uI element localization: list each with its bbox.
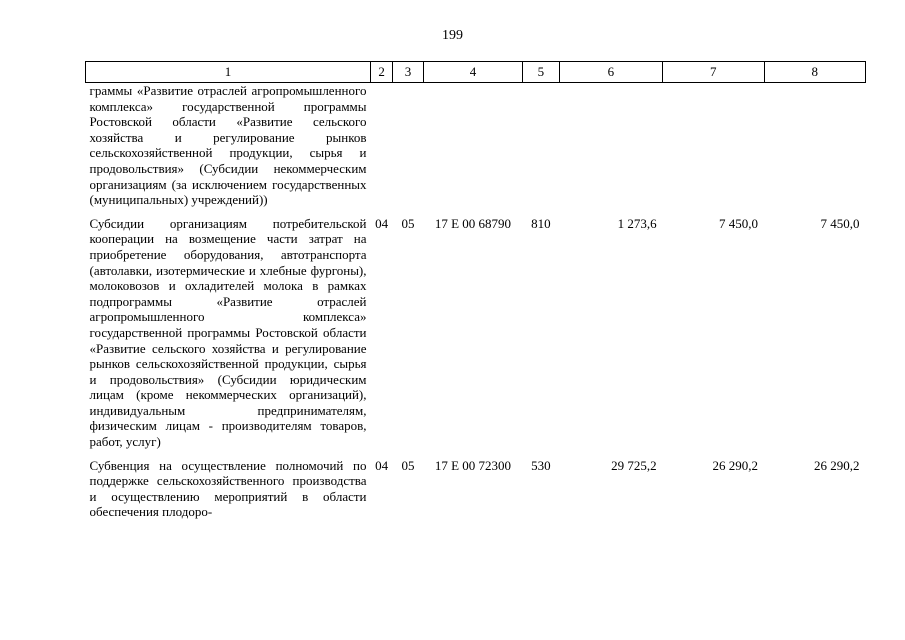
row-subsection-code bbox=[393, 83, 423, 208]
row-section-code bbox=[371, 83, 393, 208]
row-target-article: 17 Е 00 72300 bbox=[434, 457, 512, 473]
table-row bbox=[86, 208, 866, 450]
column-header-2: 2 bbox=[371, 62, 393, 83]
row-amount-year-3: 7 450,0 bbox=[820, 215, 860, 231]
row-amount-year-2: 26 290,2 bbox=[712, 457, 759, 473]
column-header-5: 5 bbox=[523, 62, 560, 83]
row-amount-year-3 bbox=[764, 83, 865, 208]
row-description: Субсидии организациям потребительской кооперации на возмещение части затрат на приобретение оборудования, автотранспорта (автолавки, изотермические и хлебные фургоны), молоковозов и охладителей молока в рамках подпрограммы «Развитие отраслей агропромышленного комплекса» государственной программы Ростовской области «Развитие сельского хозяйства и регулирование рынков сельскохозяйственной продукции, сырья и продовольствия» (Субсидии юридическим лицам (кроме некоммерческих организаций), индивидуальным предпринимателям, физическим лицам - производителям товаров, работ, услуг) bbox=[89, 215, 367, 450]
column-header-1: 1 bbox=[86, 62, 371, 83]
column-header-6: 6 bbox=[559, 62, 662, 83]
budget-table bbox=[85, 61, 866, 520]
row-section-code: 04 bbox=[375, 215, 389, 231]
row-target-article: 17 Е 00 68790 bbox=[434, 215, 512, 231]
header-row bbox=[86, 62, 866, 83]
row-amount-year-3: 26 290,2 bbox=[814, 457, 860, 473]
row-target-article bbox=[423, 83, 522, 208]
row-amount-year-1 bbox=[559, 83, 662, 208]
row-amount-year-2: 7 450,0 bbox=[719, 215, 759, 231]
row-subsection-code: 05 bbox=[401, 215, 415, 231]
row-expense-type bbox=[523, 83, 560, 208]
row-amount-year-1: 29 725,2 bbox=[611, 457, 657, 473]
row-subsection-code: 05 bbox=[401, 457, 415, 473]
column-header-8: 8 bbox=[764, 62, 865, 83]
table-row bbox=[86, 83, 866, 208]
column-header-7: 7 bbox=[663, 62, 764, 83]
column-header-3: 3 bbox=[393, 62, 423, 83]
row-section-code: 04 bbox=[375, 457, 389, 473]
row-amount-year-2 bbox=[663, 83, 764, 208]
page-number: 199 bbox=[442, 28, 463, 43]
row-expense-type: 810 bbox=[531, 215, 551, 231]
table-row bbox=[86, 450, 866, 520]
row-description: Субвенция на осуществление полномочий по поддержке сельскохозяйственного производства и осуществлению мероприятий в области обеспечения плодоро- bbox=[89, 457, 367, 520]
row-amount-year-1: 1 273,6 bbox=[617, 215, 657, 231]
row-description: граммы «Развитие отраслей агропромышленного комплекса» государственной программы Ростовской области «Развитие сельского хозяйства и регулирование рынков сельскохозяйственной продукции, сырья и продовольствия» (Субсидии некоммерческим организациям (за исключением государственных (муниципальных) учреждений)) bbox=[89, 83, 367, 208]
row-expense-type: 530 bbox=[531, 457, 551, 473]
column-header-4: 4 bbox=[423, 62, 522, 83]
